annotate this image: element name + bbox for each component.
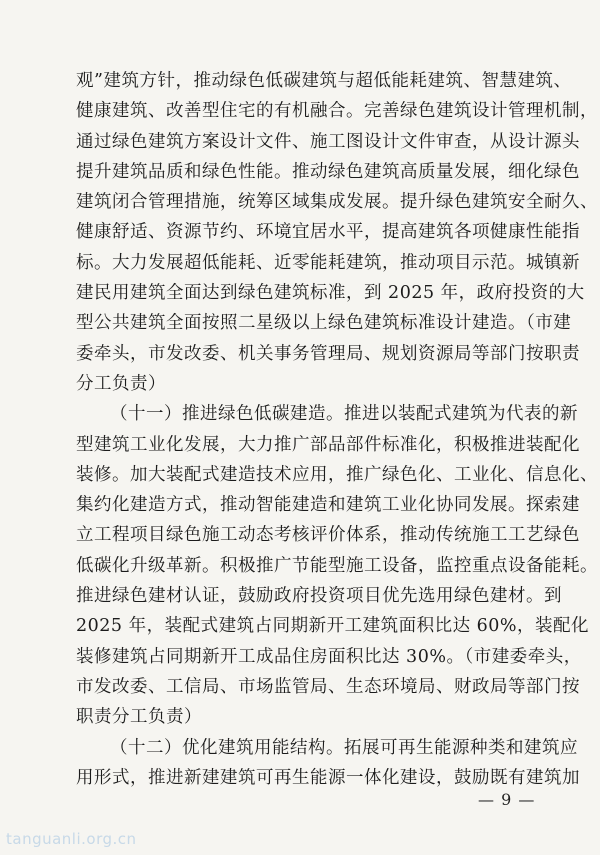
text-line: 委牵头，市发改委、机关事务管理局、规划资源局等部门按职责 <box>76 343 580 364</box>
text-line: （十二）优化建筑用能结构。拓展可再生能源种类和建筑应 <box>110 737 578 758</box>
text-line: 职责分工负责） <box>76 707 202 728</box>
watermark-text: tanguanli.org.cn <box>6 830 137 848</box>
text-line: 装修。加大装配式建造技术应用，推广绿色化、工业化、信息化、 <box>76 464 598 485</box>
text-line: 型建筑工业化发展，大力推广部品部件标准化，积极推进装配化 <box>76 434 580 455</box>
text-line: 推进绿色建材认证，鼓励政府投资项目优先选用绿色建材。到 <box>76 586 562 607</box>
text-line: 2025 年，装配式建筑占同期新开工建筑面积比达 60%，装配化 <box>76 616 590 637</box>
text-line: 建民用建筑全面达到绿色建筑标准，到 2025 年，政府投资的大 <box>76 283 585 304</box>
text-line: 建筑闭合管理措施，统筹区域集成发展。提升绿色建筑安全耐久、 <box>76 192 598 213</box>
text-line: 健康建筑、改善型住宅的有机融合。完善绿色建筑设计管理机制， <box>76 101 598 122</box>
text-line: 提升建筑品质和绿色性能。推动绿色建筑高质量发展，细化绿色 <box>76 161 580 182</box>
text-line: 通过绿色建筑方案设计文件、施工图设计文件审查，从设计源头 <box>76 131 580 152</box>
text-line: 市发改委、工信局、市场监管局、生态环境局、财政局等部门按 <box>76 676 580 697</box>
text-line: 装修建筑占同期新开工成品住房面积比达 30%。（市建委牵头， <box>76 646 582 667</box>
text-line: 集约化建造方式，推动智能建造和建筑工业化协同发展。探索建 <box>76 495 580 516</box>
text-line: 标。大力发展超低能耗、近零能耗建筑，推动项目示范。城镇新 <box>76 252 580 273</box>
text-line: 型公共建筑全面按照二星级以上绿色建筑标准设计建造。（市建 <box>76 313 572 334</box>
text-line: 用形式，推进新建建筑可再生能源一体化建设，鼓励既有建筑加 <box>76 767 580 788</box>
body-text <box>76 66 598 793</box>
text-line: 观”建筑方针，推动绿色低碳建筑与超低能耗建筑、智慧建筑、 <box>76 71 572 91</box>
page-number: — 9 — <box>478 790 536 809</box>
text-line: （十一）推进绿色低碳建造。推进以装配式建筑为代表的新 <box>110 404 578 425</box>
text-line: 立工程项目绿色施工动态考核评价体系，推动传统施工工艺绿色 <box>76 525 580 546</box>
text-line: 低碳化升级革新。积极推广节能型施工设备，监控重点设备能耗。 <box>76 555 598 576</box>
text-line: 分工负责） <box>76 373 166 394</box>
text-line: 健康舒适、资源节约、环境宜居水平，提高建筑各项健康性能指 <box>76 222 580 243</box>
